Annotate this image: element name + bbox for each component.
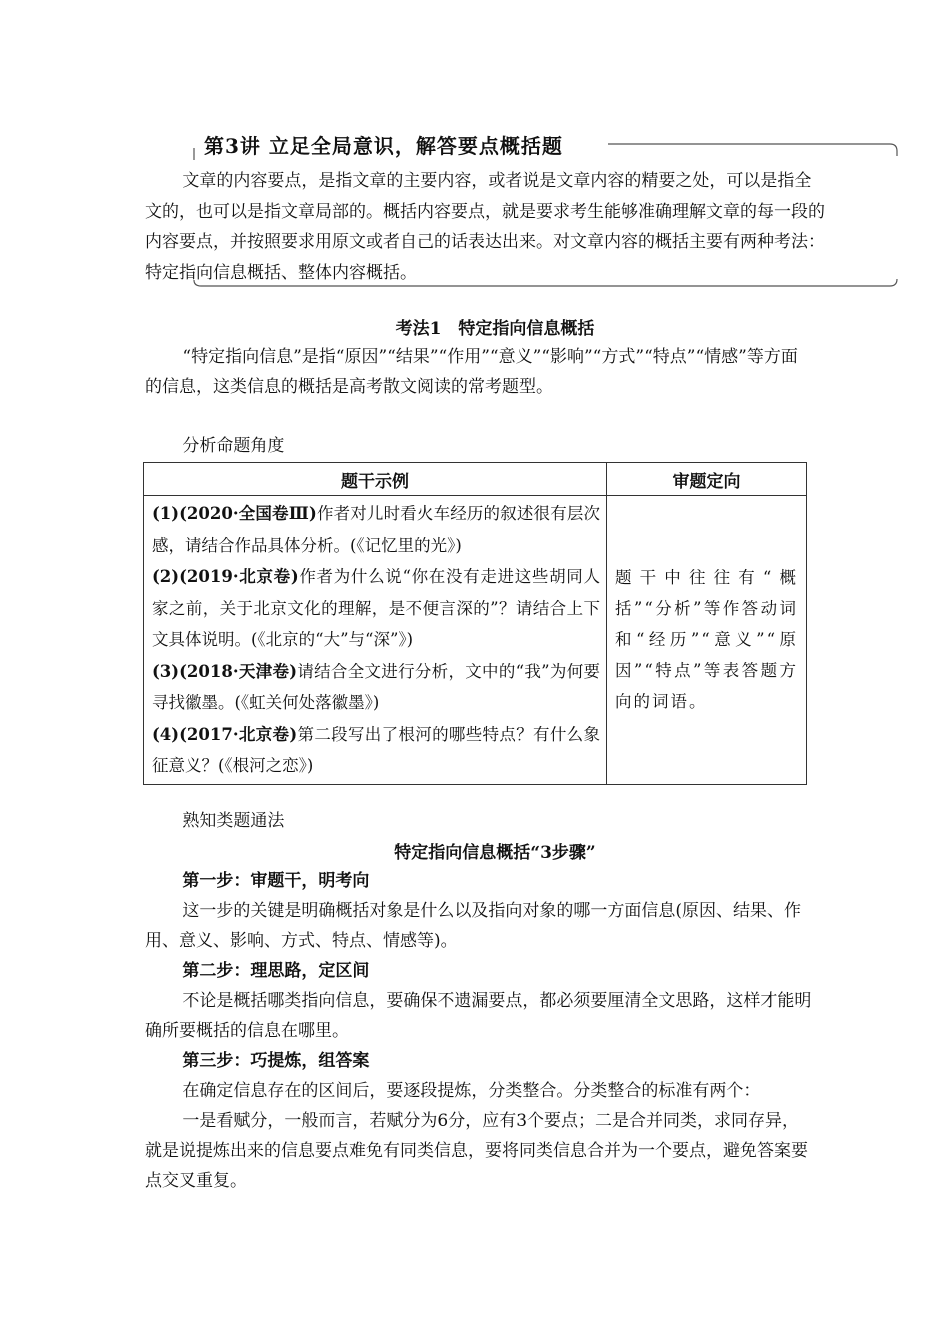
method-label: 熟知类题通法 bbox=[182, 811, 285, 831]
example-source: (3)(2018·天津卷) bbox=[152, 661, 298, 681]
analysis-label-block bbox=[145, 431, 813, 461]
analysis-label: 分析命题角度 bbox=[182, 436, 285, 456]
analysis-table bbox=[143, 462, 807, 785]
description-text: “特定指向信息”是指“原因”“结果”“作用”“意义”“影响”“方式”“特点”“情感”等方面的信息，这类信息的概括是高考散文阅读的常考题型。 bbox=[145, 347, 798, 397]
table-header-row bbox=[144, 463, 807, 496]
step1-title: 第一步：审题干，明考向 bbox=[182, 871, 370, 891]
example-source: (2)(2019·北京卷) bbox=[152, 567, 299, 586]
example-source: (4)(2017·北京卷) bbox=[152, 724, 298, 744]
lesson-title: 第3讲 立足全局意识，解答要点概括题 bbox=[198, 130, 569, 159]
step3-title: 第三步：巧提炼，组答案 bbox=[182, 1051, 370, 1071]
example-text: 作者对儿时看火车经历的叙述很有层次感，请结合作品具体分析。(《记忆里的光》) bbox=[152, 504, 601, 555]
intro-text: 文章的内容要点，是指文章的主要内容，或者说是文章内容的精要之处，可以是指全文的，也可以是指文章局部的。概括内容要点，就是要求考生能够准确理解文章的每一段的内容要点，并按照要求用原文或者自己的话表达出来。对文章内容的概括主要有两种考法：特定指向信息概括、整体内容概括。 bbox=[145, 171, 825, 283]
example-item bbox=[152, 719, 600, 782]
example-source: (1)(2020·全国卷Ⅲ) bbox=[152, 504, 317, 523]
step3-text-2: 一是看赋分，一般而言，若赋分为6分，应有3个要点；二是合并同类，求同存异，就是说提炼出来的信息要点难免有同类信息，要将同类信息合并为一个要点，避免答案要点交叉重复。 bbox=[145, 1111, 808, 1191]
step2-text: 不论是概括哪类指向信息，要确保不遗漏要点，都必须要厘清全文思路，这样才能明确所要概括的信息在哪里。 bbox=[145, 991, 812, 1041]
guide-cell: 题干中往往有“概括”“分析”等作答动词和“经历”“意义”“原因”“特点”等表答题方向的词语。 bbox=[607, 496, 807, 785]
step3-text: 在确定信息存在的区间后，要逐段提炼，分类整合。分类整合的标准有两个： bbox=[182, 1081, 761, 1101]
table-row bbox=[144, 496, 807, 785]
section-description bbox=[145, 342, 813, 402]
section-heading: 考法1 特定指向信息概括 bbox=[395, 319, 595, 339]
table-header-guide: 审题定向 bbox=[607, 463, 807, 496]
example-item bbox=[152, 498, 600, 561]
table-header-examples: 题干示例 bbox=[144, 463, 607, 496]
method-label-block bbox=[145, 806, 813, 836]
example-text: 第二段写出了根河的哪些特点？有什么象征意义？(《根河之恋》) bbox=[152, 724, 600, 775]
example-item bbox=[152, 561, 600, 656]
steps-block bbox=[145, 866, 813, 1196]
step1-text: 这一步的关键是明确概括对象是什么以及指向对象的哪一方面信息(原因、结果、作用、意义、影响、方式、特点、情感等)。 bbox=[145, 901, 802, 951]
example-item bbox=[152, 656, 600, 719]
step2-title: 第二步：理思路，定区间 bbox=[182, 961, 370, 981]
intro-paragraph bbox=[145, 166, 825, 288]
example-text: 请结合全文进行分析，文中的“我”为何要寻找徽墨。(《虹关何处落徽墨》) bbox=[152, 661, 600, 712]
examples-cell bbox=[144, 496, 607, 785]
example-text: 作者为什么说“你在没有走进这些胡同人家之前，关于北京文化的理解，是不便言深的”？请结合上下文具体说明。(《北京的“大”与“深”》) bbox=[152, 567, 600, 649]
method-title: 特定指向信息概括“3步骤” bbox=[394, 843, 596, 863]
